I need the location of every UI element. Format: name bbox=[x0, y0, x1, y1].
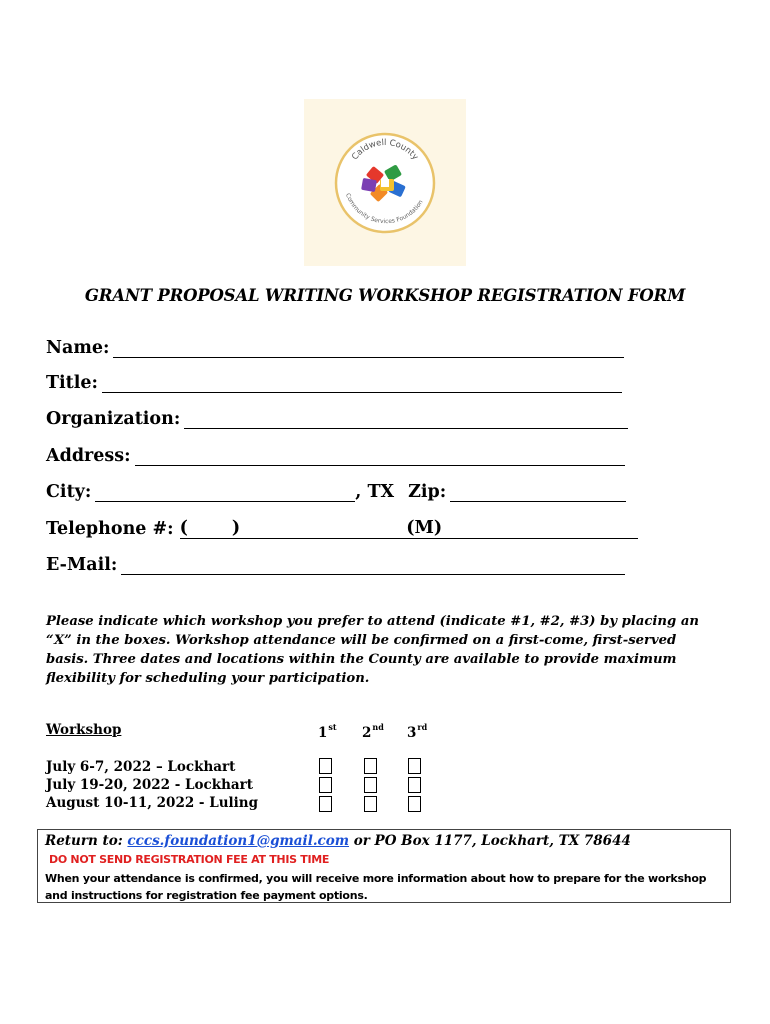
name-label: Name: bbox=[46, 338, 110, 358]
zip-label: Zip: bbox=[408, 482, 447, 502]
area-code-input[interactable]: ( ) bbox=[179, 518, 241, 538]
zip-input-line[interactable] bbox=[450, 485, 626, 502]
checkbox-row3-choice3[interactable] bbox=[408, 796, 421, 812]
logo-piece bbox=[361, 178, 377, 192]
checkbox-row2-choice2[interactable] bbox=[364, 777, 377, 793]
mobile-label: (M) bbox=[400, 518, 442, 539]
return-info-box bbox=[37, 829, 731, 903]
checkbox-row2-choice3[interactable] bbox=[408, 777, 421, 793]
email-field[interactable] bbox=[46, 555, 625, 575]
workshop-row-2: July 19-20, 2022 - Lockhart bbox=[46, 777, 254, 793]
mobile-input-line[interactable] bbox=[442, 522, 638, 539]
address-input-line[interactable] bbox=[135, 449, 625, 466]
return-prefix: Return to: bbox=[45, 833, 123, 849]
workshop-row-1: July 6-7, 2022 – Lockhart bbox=[46, 759, 236, 775]
email-input-line[interactable] bbox=[121, 558, 625, 575]
choice-header-1: 1st bbox=[318, 722, 337, 741]
checkbox-row1-choice3[interactable] bbox=[408, 758, 421, 774]
email-label: E-Mail: bbox=[46, 555, 118, 575]
city-field[interactable] bbox=[46, 482, 626, 502]
organization-label: Organization: bbox=[46, 409, 181, 429]
title-label: Title: bbox=[46, 373, 98, 393]
name-field[interactable] bbox=[46, 338, 624, 358]
return-suffix: or PO Box 1177, Lockhart, TX 78644 bbox=[353, 833, 631, 849]
logo-name-top: Caldwell County bbox=[350, 137, 420, 163]
organization-input-line[interactable] bbox=[184, 412, 628, 429]
state-label: , TX bbox=[355, 482, 395, 502]
workshop-header: Workshop bbox=[46, 722, 122, 738]
return-email-link[interactable]: cccs.foundation1@gmail.com bbox=[127, 833, 350, 849]
city-input-line[interactable] bbox=[95, 485, 355, 502]
logo-name-bottom: Community Services Foundation bbox=[343, 192, 425, 226]
choice-header-3: 3rd bbox=[407, 722, 428, 741]
checkbox-row1-choice1[interactable] bbox=[319, 758, 332, 774]
workshop-row-3: August 10-11, 2022 - Luling bbox=[46, 795, 259, 811]
name-input-line[interactable] bbox=[113, 341, 624, 358]
form-title: GRANT PROPOSAL WRITING WORKSHOP REGISTRATION FORM bbox=[84, 286, 686, 305]
choice-header-2: 2nd bbox=[362, 722, 384, 741]
title-input-line[interactable] bbox=[102, 376, 622, 393]
return-address-line bbox=[45, 833, 631, 849]
address-label: Address: bbox=[46, 446, 131, 466]
checkbox-row3-choice1[interactable] bbox=[319, 796, 332, 812]
checkbox-row3-choice2[interactable] bbox=[364, 796, 377, 812]
logo-emblem bbox=[304, 99, 466, 266]
telephone-field[interactable] bbox=[46, 518, 638, 539]
address-field[interactable] bbox=[46, 446, 625, 466]
title-field[interactable] bbox=[46, 373, 622, 393]
confirmation-note: When your attendance is confirmed, you will receive more information about how to prepare for the workshop and instructions for registration fee payment options. bbox=[45, 872, 707, 902]
fee-warning: DO NOT SEND REGISTRATION FEE AT THIS TIME bbox=[49, 853, 330, 866]
checkbox-row2-choice1[interactable] bbox=[319, 777, 332, 793]
logo-center bbox=[381, 179, 389, 187]
instructions-text: Please indicate which workshop you prefer to attend (indicate #1, #2, #3) by placing an “X” in the boxes. Workshop attendance will be confirmed on a first-come, first-served basis. Three dates and locations within the County are available to provide maximum flexibility for scheduling your participation. bbox=[46, 614, 699, 686]
telephone-label: Telephone #: bbox=[46, 519, 174, 539]
foundation-logo bbox=[304, 99, 466, 266]
telephone-input-line[interactable] bbox=[240, 522, 400, 539]
city-label: City: bbox=[46, 482, 92, 502]
organization-field[interactable] bbox=[46, 409, 628, 429]
checkbox-row1-choice2[interactable] bbox=[364, 758, 377, 774]
